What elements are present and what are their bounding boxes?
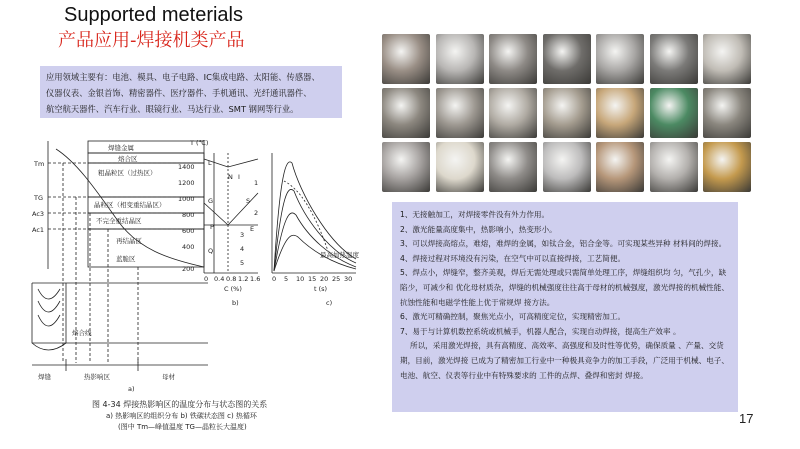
product-photo-metal-cap — [703, 34, 751, 84]
label-peak-temp: 最高加热温度 — [320, 251, 359, 259]
feature-item: 5、焊点小，焊缝窄，整齐美观，焊后无需处理或只需简单处理工序，焊缝组织均 匀，气孔少，缺陷少，可减少和 优化母材质杂，焊缝的机械强度往往高于母材的机械强度，激光焊接的机械性能、抗蚀性能和电磁学性能上优于常规焊 接方法。 — [400, 268, 729, 307]
label-panel-c: c) — [326, 299, 333, 307]
label-t-axis: t (s) — [314, 285, 328, 293]
phase-P: P — [210, 223, 214, 231]
y-tick: 800 — [182, 211, 195, 219]
product-photo-circuit-module — [650, 88, 698, 138]
y-tick: 1400 — [178, 163, 195, 171]
product-photo-wire-bundle — [650, 34, 698, 84]
label-fusion-line: 熔合线 — [72, 329, 92, 337]
product-photo-sheet-panel — [489, 88, 537, 138]
product-photo-metal-cylinder — [543, 34, 591, 84]
t-tick: 10 — [296, 275, 305, 283]
figure-note: (图中 Tm—峰值温度 TG—晶粒长大温度) — [118, 423, 247, 431]
haz-diagram — [28, 133, 382, 433]
product-photo-bike-frame — [382, 34, 430, 84]
product-photo-steel-tubes — [436, 34, 484, 84]
phase-2: 2 — [254, 209, 259, 217]
product-photo-machined-part — [382, 88, 430, 138]
figure-subcaption: a) 热影响区的组织分布 b) 铁碳状态图 c) 热循环 — [106, 412, 257, 420]
phase-I: I — [238, 173, 240, 181]
feature-item: 1、无接触加工，对焊接零件没有外力作用。 — [400, 210, 550, 219]
feature-item: 3、可以焊接高熔点，难熔，难焊的金属，如钛合金，铝合金等。可实现某些异种 材料间的焊接。 — [400, 239, 727, 249]
label-recrystal-zone: 再结晶区 — [116, 237, 142, 245]
application-intro-box — [40, 66, 342, 118]
phase-5: 5 — [240, 259, 245, 267]
label-tg: TG — [34, 194, 44, 202]
product-photo-metal-box — [436, 142, 484, 192]
t-tick: 30 — [344, 275, 353, 283]
phase-Q: Q — [208, 247, 214, 255]
figure-caption: 图 4-34 焊接热影响区的温度分布与状态图的关系 — [92, 400, 268, 409]
label-haz: 热影响区 — [84, 373, 110, 381]
product-photo-gallery — [382, 34, 754, 194]
label-t-axis: T (℃) — [190, 139, 209, 147]
label-ac1: Ac1 — [32, 226, 45, 234]
label-ac3: Ac3 — [32, 210, 45, 218]
features-box — [392, 202, 738, 412]
intro-line: 应用领域主要有：电池、模具、电子电路、IC集成电路、太阳能、传感器、 — [46, 72, 320, 82]
c-tick: 1.6 — [250, 275, 261, 283]
product-photo-lock-part — [489, 142, 537, 192]
label-base-metal: 母材 — [162, 373, 175, 381]
label-panel-b: b) — [232, 299, 239, 307]
product-photo-thin-tubes — [543, 88, 591, 138]
product-photo-pipe-fittings — [489, 34, 537, 84]
y-tick: 400 — [182, 243, 195, 251]
page-number: 17 — [739, 411, 754, 426]
feature-item: 2、激光能量高度集中，热影响小，热变形小。 — [400, 224, 557, 234]
t-tick: 5 — [284, 275, 289, 283]
phase-1: 1 — [254, 179, 259, 187]
product-photo-sensor-part — [703, 88, 751, 138]
y-tick: 1200 — [178, 179, 195, 187]
t-tick: 20 — [320, 275, 329, 283]
label-panel-a: a) — [128, 385, 135, 393]
t-tick: 15 — [308, 275, 317, 283]
phase-3: 3 — [240, 231, 245, 239]
phase-4: 4 — [240, 245, 245, 253]
product-photo-steel-flask — [596, 142, 644, 192]
product-photo-steel-ball — [596, 34, 644, 84]
label-blue-zone: 蓝脆区 — [116, 255, 136, 263]
t-tick: 25 — [332, 275, 341, 283]
intro-line: 航空航天器件、汽车行业、眼镜行业、马达行业、SMT 钢网等行业。 — [46, 104, 299, 114]
phase-G: G — [208, 197, 214, 205]
feature-item: 6、激光可精确控制，聚焦光点小，可高精度定位，实现精密加工。 — [400, 312, 626, 322]
c-tick: 0.4 — [214, 275, 225, 283]
label-weld-metal: 焊缝金属 — [108, 144, 134, 152]
product-photo-spring-clip — [382, 142, 430, 192]
y-tick: 200 — [182, 265, 195, 273]
product-photo-brass-block — [703, 142, 751, 192]
label-partial-zone: 不完全重结晶区 — [96, 217, 142, 225]
phase-N: N — [228, 173, 233, 181]
feature-item: 7、易于与计算机数控系统或机械手，机器人配合，实现自动焊接，提高生产效率 。 — [400, 326, 681, 336]
c-tick: 0 — [204, 275, 209, 283]
feature-item: 4、焊接过程对环境没有污染，在空气中可以直接焊接，工艺简便。 — [400, 253, 626, 263]
product-photo-cast-housing — [436, 88, 484, 138]
y-tick: 1000 — [178, 195, 195, 203]
t-tick: 0 — [272, 275, 277, 283]
label-tm: Tm — [34, 160, 45, 168]
label-coarse-zone: 粗晶粒区（过热区） — [98, 169, 157, 177]
haz-figure — [28, 133, 382, 433]
product-photo-pins — [596, 88, 644, 138]
label-fusion-zone: 熔合区 — [118, 155, 138, 163]
intro-line: 仪器仪表、金银首饰、精密器件、医疗器件、手机通讯、光纤通讯器件、 — [46, 88, 312, 98]
phase-E: E — [250, 225, 255, 233]
feature-summary: 所以，采用激光焊接，具有高精度、高效率、高强度和及时性等优势，确保质量 、产量、交货期，目前，激光焊接 已成为了精密加工行业中一种极具竞争力的加工手段，广泛用于机械、电子、电池、航空、仪表等行业中有特殊要求的 工件的点焊、叠焊和密封 焊接。 — [400, 341, 729, 380]
label-fine-zone: 晶粒区（相变重结晶区） — [94, 201, 166, 209]
title-chinese: 产品应用-焊接机类产品 — [58, 30, 245, 51]
label-c-axis: C (%) — [224, 285, 242, 293]
title-english: Supported meterials — [64, 4, 243, 26]
c-tick: 1.2 — [238, 275, 249, 283]
phase-L: L — [208, 159, 212, 167]
product-photo-fine-wires — [543, 142, 591, 192]
label-weld: 焊缝 — [38, 373, 51, 381]
y-tick: 600 — [182, 227, 195, 235]
product-photo-bent-rods — [650, 142, 698, 192]
c-tick: 0.8 — [226, 275, 237, 283]
phase-S: S — [246, 197, 251, 205]
